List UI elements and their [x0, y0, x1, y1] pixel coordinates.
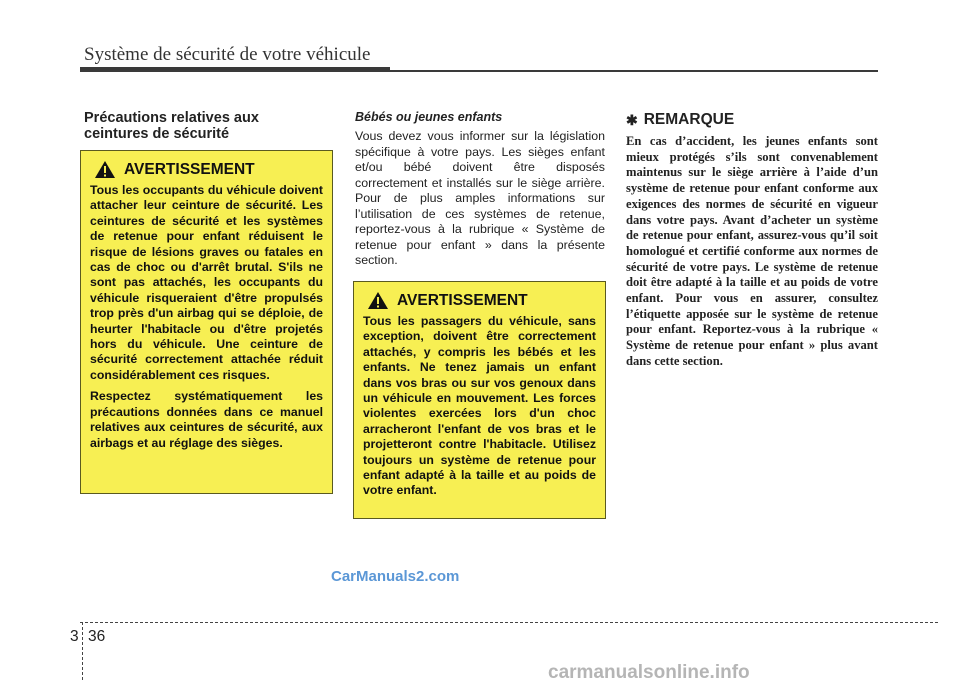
page-header-title: Système de sécurité de votre véhicule	[84, 44, 371, 65]
warning-triangle-icon	[94, 160, 116, 179]
warning-box-children	[353, 281, 606, 519]
chapter-number: 3	[70, 628, 79, 645]
warning-paragraph: Tous les passagers du véhicule, sans exception, doivent être correctement attachés, y compris les bébés et les enfants. Ne tenez jamais un enfant dans vos bras ou sur vos genoux dans un véhicule en mouvement. Les forces violentes exercées lors d'un choc arracheront l'enfant de vos bras et le projetteront contre l'habitacle. Utilisez toujours un système de retenue pour enfant adapté à la taille et au poids de votre enfant.	[363, 314, 596, 498]
note-paragraph: En cas d’accident, les jeunes enfants sont mieux protégés s’ils sont convenablement maintenus sur le siège arrière à l’aide d’un système de retenue pour enfant conforme aux exigences des normes de sécurité en vigueur dans votre pays. Avant d’acheter un système de retenue pour enfant, assurez-vous qu’il soit homologué et certifié conforme aux normes de sécurité de votre pays. Le système de retenue doit être adapté à la taille et au poids de votre enfant. Pour vous en assurer, consultez l’étiquette apposée sur le système de retenue pour enfant. Reportez-vous à la rubrique « Système de retenue pour enfant » plus avant dans cette section.	[626, 134, 878, 368]
warning-paragraph: Respectez systématiquement les précautions données dans ce manuel relatives aux ceintures de sécurité, aux airbags et au réglage des sièges.	[90, 389, 323, 450]
header-rule-thick	[80, 67, 390, 72]
warning-paragraph: Tous les occupants du véhicule doivent attacher leur ceinture de sécurité. Les ceintures de sécurité et les systèmes de retenue pour enfant réduisent le risque de lésions graves ou fatales en cas de choc ou d'arrêt brutal. S'ils ne sont pas attachés, les occupants du véhicule risqueraient d'être propulsés trop près d'un airbag qui se déploie, de heurter l'habitacle ou d'être projetés hors du véhicule. Une ceinture de sécurité correctement attachée réduit considérablement ces risques.	[90, 183, 323, 382]
watermark-link[interactable]: CarManuals2.com	[331, 568, 460, 585]
header-rule-thin	[390, 70, 878, 72]
warning-title: AVERTISSEMENT	[124, 160, 255, 178]
body-paragraph: Vous devez vous informer sur la législation spécifique à votre pays. Les sièges enfant et/ou bébé doivent être disposés correctement et installés sur le siège arrière. Pour de plus amples informations sur l’utilisation de ces systèmes de retenue, reportez-vous à la rubrique « Système de retenue pour enfant » dans la présente section.	[355, 129, 605, 267]
page-number: 36	[88, 628, 106, 645]
warning-box-seatbelts	[80, 150, 333, 494]
note-heading	[626, 111, 734, 129]
note-star-icon: ✱	[626, 111, 638, 128]
footer-divider	[80, 622, 938, 623]
subsection-heading: Bébés ou jeunes enfants	[355, 110, 503, 124]
note-title: REMARQUE	[643, 111, 735, 128]
site-watermark[interactable]: carmanualsonline.info	[548, 662, 750, 683]
warning-header	[90, 160, 323, 179]
warning-triangle-icon	[367, 291, 389, 310]
warning-header	[363, 291, 596, 310]
section-heading: Précautions relatives aux ceintures de sécurité	[84, 110, 259, 142]
warning-title: AVERTISSEMENT	[397, 291, 528, 309]
footer-vertical-divider	[82, 622, 83, 680]
